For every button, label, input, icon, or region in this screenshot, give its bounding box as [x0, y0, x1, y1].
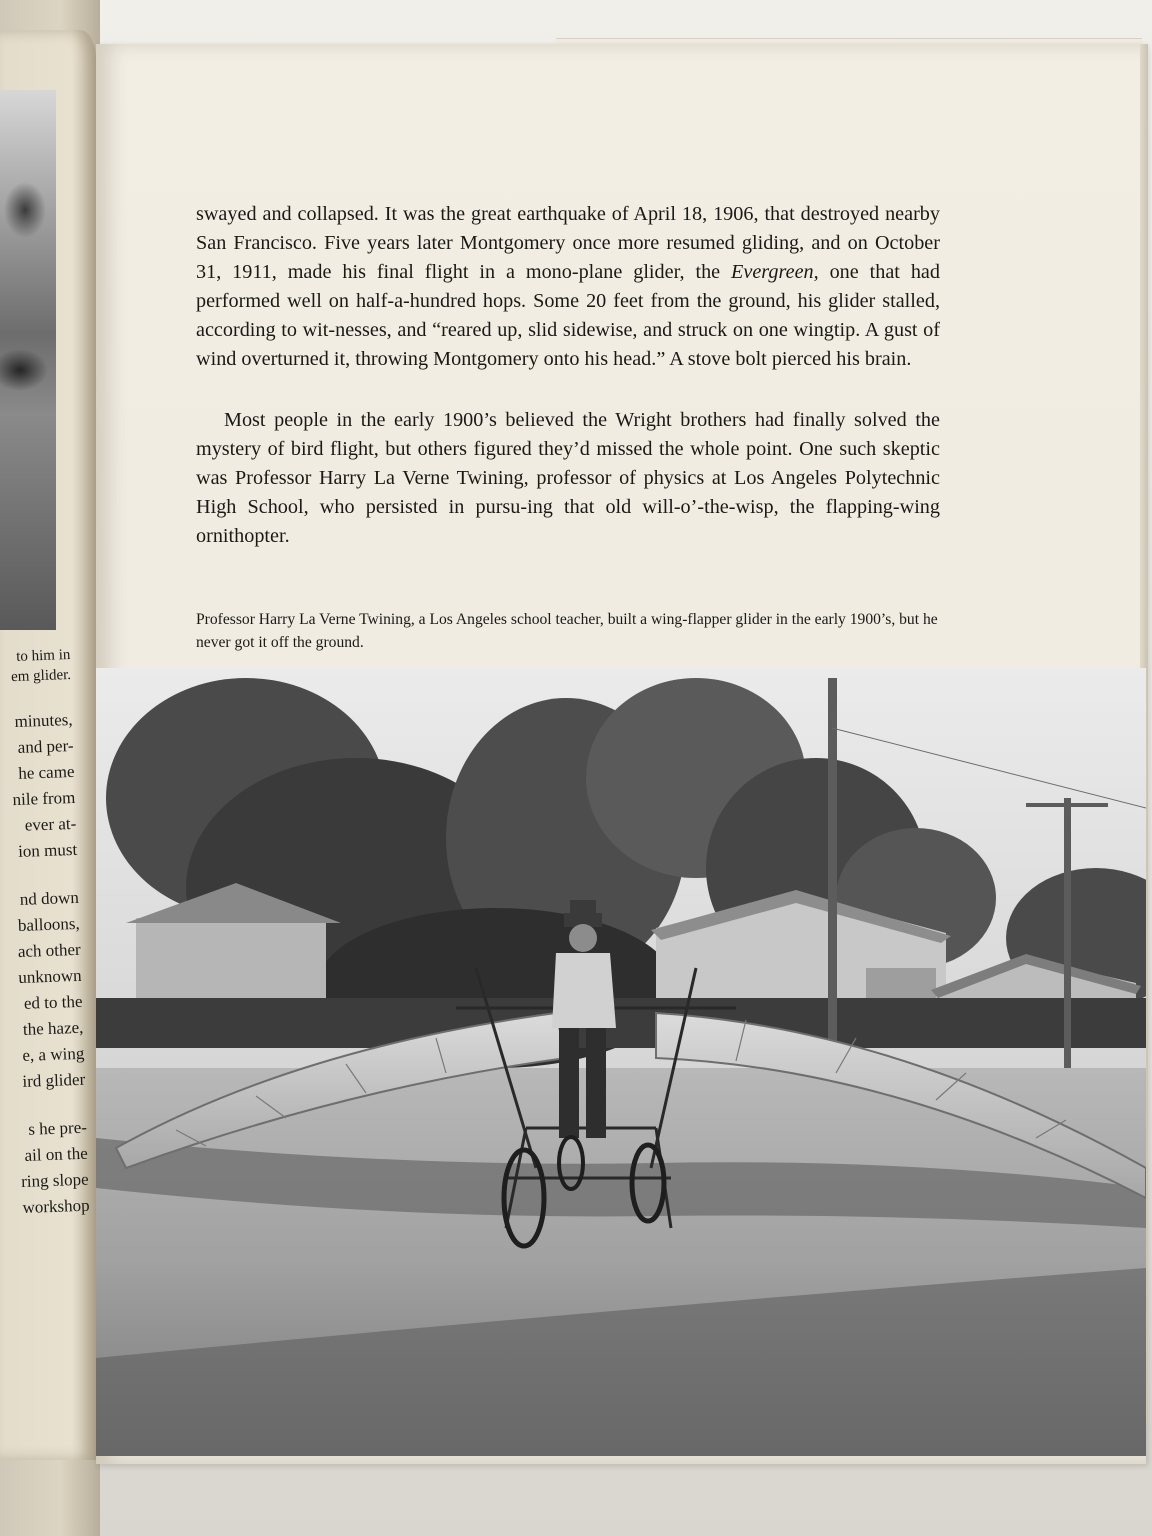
- left-text-line: ach other: [17, 939, 81, 961]
- left-text-line: he came: [17, 761, 75, 783]
- left-text-line: the haze,: [22, 1017, 84, 1039]
- left-page-text: [0, 645, 90, 1221]
- left-caption-line: em glider.: [10, 666, 72, 686]
- left-text-line: balloons,: [17, 913, 81, 935]
- body-text: [196, 200, 940, 551]
- left-text-line: nile from: [12, 787, 76, 810]
- left-text-line: ever at-: [24, 813, 77, 835]
- paragraph-1-start: swayed and collapsed. It was the great earthquake of April 18, 1906, that destroyed nearby San Francisco. Five years later Montgomery once more resumed gliding, and on October 31, 1911, made his final flight in a mono-plane glider, the: [196, 203, 940, 283]
- left-caption-line: to him in: [15, 646, 71, 665]
- left-text-line: nd down: [19, 887, 80, 909]
- left-text-line: minutes,: [14, 709, 73, 731]
- left-text-line: e, a wing: [22, 1043, 85, 1065]
- photo-caption: Professor Harry La Verne Twining, a Los Angeles school teacher, built a wing-flapper glider in the early 1900’s, but he never got it off the ground.: [196, 611, 938, 651]
- left-text-line: workshop: [22, 1195, 90, 1217]
- left-page-photo-fragment: [0, 90, 56, 630]
- paragraph-2: Most people in the early 1900’s believed the Wright brothers had finally solved the mystery of bird flight, but others figured they’d missed the whole point. One such skeptic was Professor Harry La Verne Twining, professor of physics at Los Angeles Polytechnic High School, who persisted in pursu-ing that old will-o’-the-wisp, the flapping-wing ornithopter.: [196, 409, 940, 547]
- left-text-line: unknown: [17, 965, 82, 988]
- left-text-line: and per-: [17, 735, 74, 757]
- left-text-line: ring slope: [20, 1169, 89, 1192]
- left-text-line: s he pre-: [28, 1117, 88, 1139]
- left-text-line: ail on the: [24, 1143, 89, 1165]
- glider-name-italic: Evergreen,: [731, 261, 819, 283]
- left-facing-page: [0, 30, 96, 1460]
- ornithopter-photo: [96, 668, 1146, 1456]
- paragraph-1-end: one that had performed well on half-a-hundred hops. Some 20 feet from the ground, his glider stalled, according to wit-nesses, and “reared up, slid sidewise, and struck on one wingtip. A gust of wind overturned it, throwing Montgomery onto his head.” A stove bolt pierced his brain.: [196, 261, 940, 370]
- left-text-line: ird glider: [22, 1069, 86, 1091]
- paragraph-1: [196, 200, 940, 374]
- left-text-line: ion must: [17, 839, 78, 861]
- left-text-line: ed to the: [23, 991, 83, 1013]
